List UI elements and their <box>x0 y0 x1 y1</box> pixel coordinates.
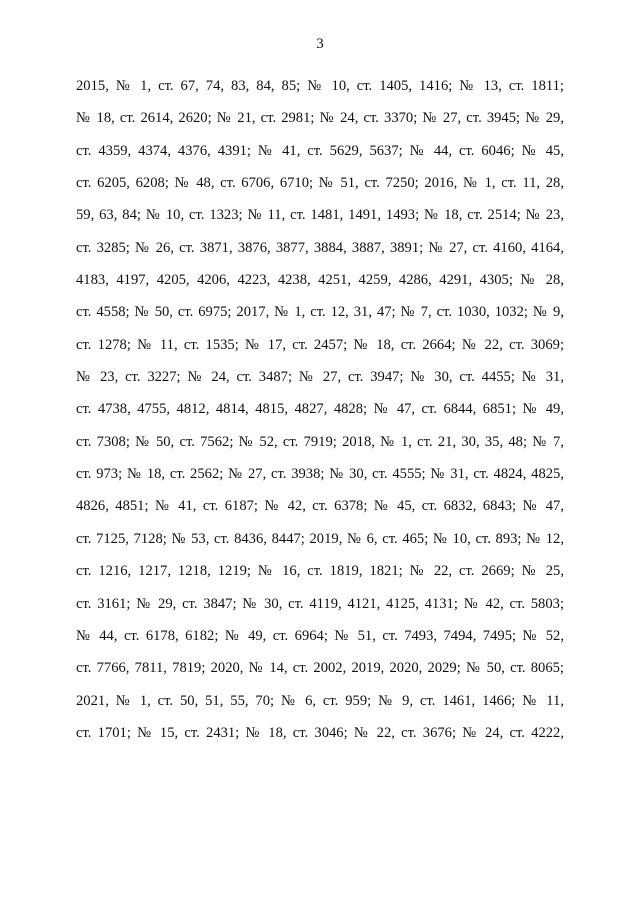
text-line: ст. 973; № 18, ст. 2562; № 27, ст. 3938; № 30, ст. 4555; № 31, ст. 4824, 4825, <box>76 466 564 483</box>
text-line: № 18, ст. 2614, 2620; № 21, ст. 2981; № 24, ст. 3370; № 27, ст. 3945; № 29, <box>76 110 564 127</box>
text-line: ст. 7125, 7128; № 53, ст. 8436, 8447; 2019, № 6, ст. 465; № 10, ст. 893; № 12, <box>76 530 564 547</box>
text-line: ст. 6205, 6208; № 48, ст. 6706, 6710; № 51, ст. 7250; 2016, № 1, ст. 11, 28, <box>76 175 564 192</box>
text-line: ст. 7766, 7811, 7819; 2020, № 14, ст. 2002, 2019, 2020, 2029; № 50, ст. 8065; <box>76 660 564 677</box>
text-line: № 23, ст. 3227; № 24, ст. 3487; № 27, ст. 3947; № 30, ст. 4455; № 31, <box>76 369 564 386</box>
text-line: 2021, № 1, ст. 50, 51, 55, 70; № 6, ст. 959; № 9, ст. 1461, 1466; № 11, <box>76 692 564 709</box>
text-line: ст. 3285; № 26, ст. 3871, 3876, 3877, 3884, 3887, 3891; № 27, ст. 4160, 4164, <box>76 239 564 256</box>
text-line: ст. 4558; № 50, ст. 6975; 2017, № 1, ст. 12, 31, 47; № 7, ст. 1030, 1032; № 9, <box>76 304 564 321</box>
text-line: 2015, № 1, ст. 67, 74, 83, 84, 85; № 10, ст. 1405, 1416; № 13, ст. 1811; <box>76 78 564 94</box>
text-line: ст. 4738, 4755, 4812, 4814, 4815, 4827, 4828; № 47, ст. 6844, 6851; № 49, <box>76 401 564 418</box>
text-line: 4183, 4197, 4205, 4206, 4223, 4238, 4251, 4259, 4286, 4291, 4305; № 28, <box>76 272 564 289</box>
text-line: 59, 63, 84; № 10, ст. 1323; № 11, ст. 1481, 1491, 1493; № 18, ст. 2514; № 23, <box>76 207 564 224</box>
text-line: ст. 7308; № 50, ст. 7562; № 52, ст. 7919; 2018, № 1, ст. 21, 30, 35, 48; № 7, <box>76 433 564 450</box>
text-line: ст. 1216, 1217, 1218, 1219; № 16, ст. 1819, 1821; № 22, ст. 2669; № 25, <box>76 563 564 580</box>
text-line: ст. 1701; № 15, ст. 2431; № 18, ст. 3046; № 22, ст. 3676; № 24, ст. 4222, <box>76 724 564 741</box>
text-line: ст. 3161; № 29, ст. 3847; № 30, ст. 4119, 4121, 4125, 4131; № 42, ст. 5803; <box>76 595 564 612</box>
text-line: 4826, 4851; № 41, ст. 6187; № 42, ст. 6378; № 45, ст. 6832, 6843; № 47, <box>76 498 564 515</box>
text-line: № 44, ст. 6178, 6182; № 49, ст. 6964; № 51, ст. 7493, 7494, 7495; № 52, <box>76 627 564 644</box>
page-number: 3 <box>316 36 324 52</box>
text-line: ст. 1278; № 11, ст. 1535; № 17, ст. 2457; № 18, ст. 2664; № 22, ст. 3069; <box>76 336 564 353</box>
body-text <box>76 73 564 752</box>
text-line: ст. 4359, 4374, 4376, 4391; № 41, ст. 5629, 5637; № 44, ст. 6046; № 45, <box>76 142 564 159</box>
